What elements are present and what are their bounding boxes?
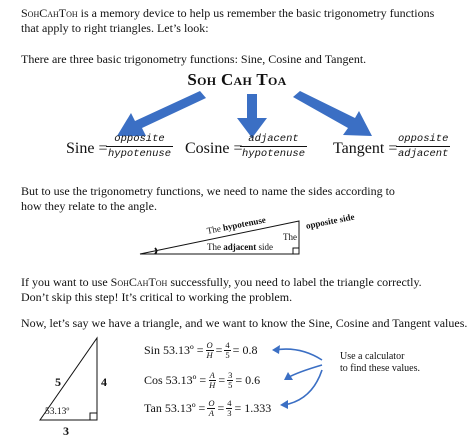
tan-number-fraction	[226, 399, 232, 418]
triangle-2-right-angle	[90, 413, 97, 420]
note-arrow-head-tan	[280, 400, 288, 409]
adjacent-prefix: The	[207, 242, 224, 252]
sin-result: = 0.8	[232, 343, 258, 357]
three-functions-text: There are three basic trigonometry functions: Sine, Cosine and Tangent.	[21, 52, 367, 66]
note-arrow-heads	[272, 345, 293, 409]
tan-num: 4	[227, 398, 232, 408]
intro-line-2: that apply to right triangles. Let’s look:	[21, 21, 209, 35]
label-line-1-pre: If you want to use	[21, 275, 111, 289]
label-line-2: Don’t skip this step! It’s critical to working the problem.	[21, 290, 293, 304]
opposite-side-label: opposite side	[305, 211, 356, 231]
sides-line-2: how they relate to the angle.	[21, 199, 157, 213]
opposite-value: 4	[101, 375, 107, 389]
arrow-group	[117, 91, 372, 138]
tan-calculation	[144, 399, 271, 418]
sohcahtoh-brand: SohCahToh	[21, 6, 78, 20]
angle-label: 53.13º	[45, 407, 70, 417]
sin-number-fraction	[224, 341, 230, 360]
cosine-denominator: hypotenuse	[242, 148, 306, 160]
arrow-to-sine	[117, 91, 206, 136]
label-line-1-post: successfully, you need to label the triangle correctly.	[167, 275, 422, 289]
sides-line-1: But to use the trigonometry functions, we need to name the sides according to	[21, 184, 395, 198]
cosine-label	[185, 140, 242, 158]
sin-eq: =	[215, 343, 223, 357]
adjacent-label	[207, 242, 273, 252]
cos-result: = 0.6	[235, 373, 261, 387]
adjacent-word: adjacent	[223, 242, 257, 252]
cosine-equals: =	[233, 140, 243, 157]
sin-letter-num: O	[206, 340, 213, 350]
note-arrows	[275, 349, 322, 405]
sin-calculation	[144, 341, 257, 360]
cos-label: Cos 53.13º =	[144, 373, 207, 387]
cosine-numerator: adjacent	[240, 133, 307, 147]
cos-letter-num: A	[209, 370, 215, 380]
cos-num: 3	[228, 370, 233, 380]
sin-den: 5	[225, 350, 230, 360]
calculator-note-line-1: Use a calculator	[340, 351, 405, 362]
intro-line-1-text: is a memory device to help us remember the basic trigonometry functions	[77, 6, 435, 20]
tangent-name: Tangent	[333, 140, 385, 157]
mnemonic-title: Soh Cah Toa	[187, 70, 287, 89]
tangent-label	[333, 140, 397, 158]
tangent-numerator: opposite	[398, 133, 449, 145]
tan-letter-fraction	[207, 399, 215, 418]
note-arrow-head-sin	[272, 345, 280, 354]
opposite-the-label: The	[283, 232, 297, 242]
cos-number-fraction	[227, 371, 233, 390]
hypotenuse-value: 5	[55, 375, 61, 389]
tangent-equals: =	[388, 140, 398, 157]
tan-eq: =	[217, 401, 225, 415]
cosine-fraction	[240, 133, 307, 160]
hypotenuse-prefix: The	[206, 222, 224, 236]
tan-result: = 1.333	[234, 401, 272, 415]
sine-fraction	[106, 133, 173, 160]
tan-letter-num: O	[208, 398, 215, 408]
hypotenuse-word: hypotenuse	[221, 214, 267, 233]
tangent-fraction	[396, 133, 450, 160]
tangent-denominator: adjacent	[398, 148, 449, 160]
sine-numerator: opposite	[106, 133, 173, 147]
cos-den: 5	[228, 380, 233, 390]
tan-letter-den: A	[208, 408, 214, 418]
now-text: Now, let’s say we have a triangle, and we want to know the Sine, Cosine and Tangent values.	[21, 316, 468, 330]
note-arrow-sin	[275, 349, 322, 360]
arrow-to-cosine	[237, 94, 267, 138]
sin-label: Sin 53.13º =	[144, 343, 204, 357]
sohcahtoh-brand-2: SohCahToh	[110, 275, 168, 289]
tan-den: 3	[227, 408, 232, 418]
cos-letter-fraction	[208, 371, 216, 390]
label-line-1	[21, 275, 422, 290]
sin-letter-den: H	[206, 350, 213, 360]
sin-num: 4	[225, 340, 230, 350]
sine-name: Sine	[66, 140, 95, 157]
sine-denominator: hypotenuse	[108, 148, 172, 160]
cos-calculation	[144, 371, 260, 390]
tan-label: Tan 53.13º =	[144, 401, 206, 415]
sine-label	[66, 140, 107, 158]
note-arrow-cos	[287, 365, 322, 378]
adjacent-value: 3	[63, 424, 69, 438]
adjacent-suffix: side	[256, 242, 273, 252]
calculator-note-line-2: to find these values.	[340, 363, 420, 374]
sin-letter-fraction	[206, 341, 214, 360]
cos-letter-den: H	[209, 380, 216, 390]
cos-eq: =	[218, 373, 226, 387]
cosine-name: Cosine	[185, 140, 230, 157]
sine-equals: =	[98, 140, 108, 157]
arrow-to-tangent	[293, 91, 372, 136]
